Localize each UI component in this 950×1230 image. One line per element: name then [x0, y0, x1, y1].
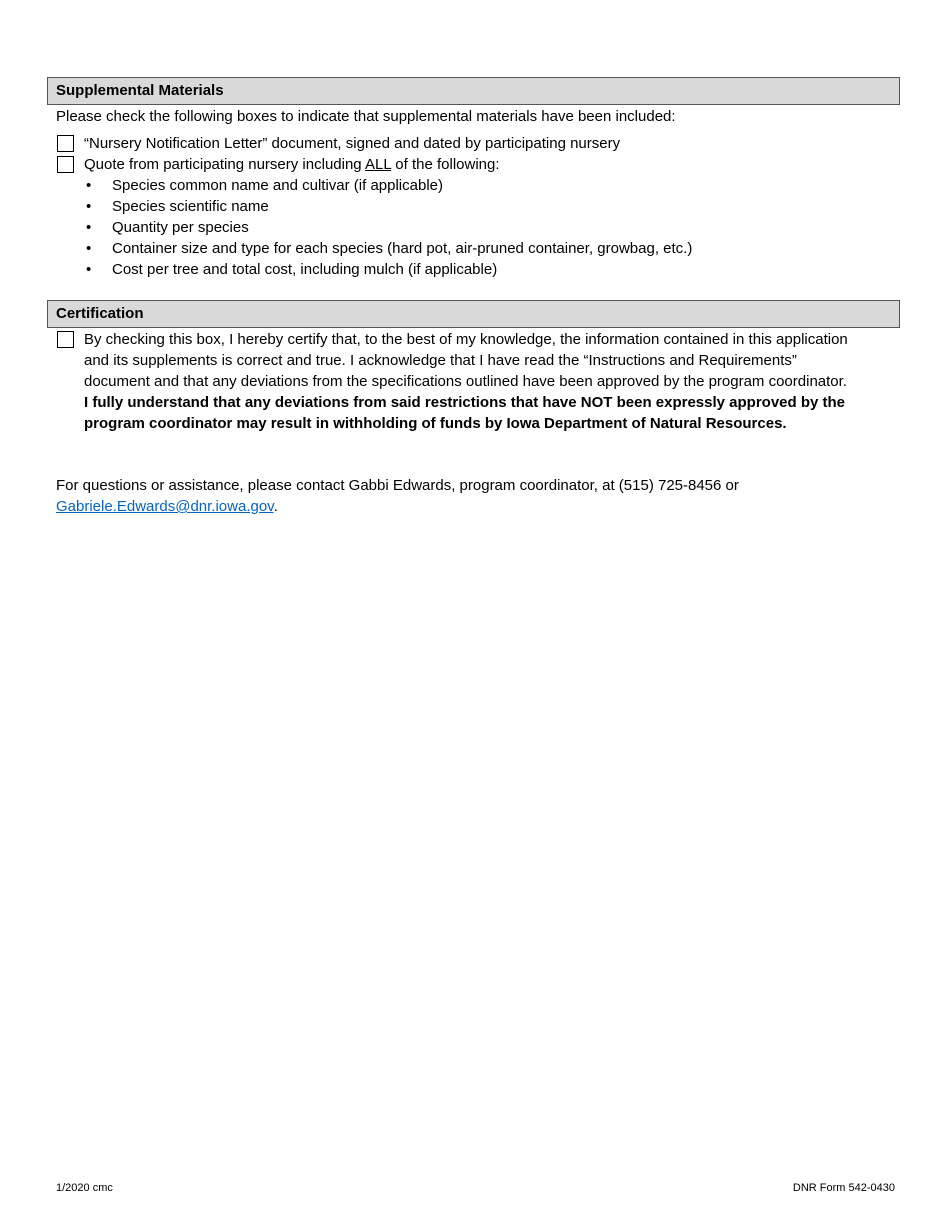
certification-warning-line: program coordinator may result in withholding of funds by Iowa Department of Natural Resources.: [84, 415, 787, 432]
footer-date: 1/2020 cmc: [56, 1182, 113, 1194]
bullet-marker: •: [86, 177, 92, 194]
nursery-quote-label: [84, 154, 500, 175]
nursery-letter-checkbox[interactable]: [57, 135, 74, 152]
certification-line: document and that any deviations from the specifications outlined have been approved by the program coordinator.: [84, 373, 847, 390]
contact-text: For questions or assistance, please contact Gabbi Edwards, program coordinator, at (515) 725-8456 or: [56, 477, 739, 494]
bullet-marker: •: [86, 198, 92, 215]
certification-checkbox[interactable]: [57, 331, 74, 348]
certification-statement: [84, 329, 899, 434]
supplemental-instruction: Please check the following boxes to indicate that supplemental materials have been included:: [56, 108, 676, 125]
certification-warning-line: I fully understand that any deviations from said restrictions that have NOT been expressly approved by the: [84, 394, 846, 411]
list-item: Quantity per species: [112, 219, 249, 236]
bullet-marker: •: [86, 240, 92, 257]
nursery-quote-checkbox[interactable]: [57, 156, 74, 173]
supplemental-materials-header: Supplemental Materials: [47, 77, 900, 105]
certification-line: By checking this box, I hereby certify that, to the best of my knowledge, the information contained in this application: [84, 331, 848, 348]
contact-email-link[interactable]: Gabriele.Edwards@dnr.iowa.gov: [56, 498, 274, 515]
contact-email-suffix: .: [273, 498, 278, 515]
contact-email-line: [56, 496, 278, 517]
nursery-letter-label: “Nursery Notification Letter” document, signed and dated by participating nursery: [84, 135, 621, 152]
certification-header: Certification: [47, 300, 900, 328]
list-item: Species common name and cultivar (if applicable): [112, 177, 443, 194]
list-item: Container size and type for each species (hard pot, air-pruned container, growbag, etc.): [112, 240, 693, 257]
list-item: Species scientific name: [112, 198, 269, 215]
certification-line: and its supplements is correct and true. I acknowledge that I have read the “Instructions and Requirements”: [84, 352, 797, 369]
nursery-quote-label-emphasis: ALL: [364, 156, 392, 173]
footer-form-number: DNR Form 542-0430: [792, 1182, 895, 1194]
nursery-quote-label-start: Quote from participating nursery including: [84, 156, 365, 173]
bullet-marker: •: [86, 219, 92, 236]
bullet-marker: •: [86, 261, 92, 278]
list-item: Cost per tree and total cost, including mulch (if applicable): [112, 261, 498, 278]
nursery-quote-label-end: of the following:: [391, 156, 500, 173]
